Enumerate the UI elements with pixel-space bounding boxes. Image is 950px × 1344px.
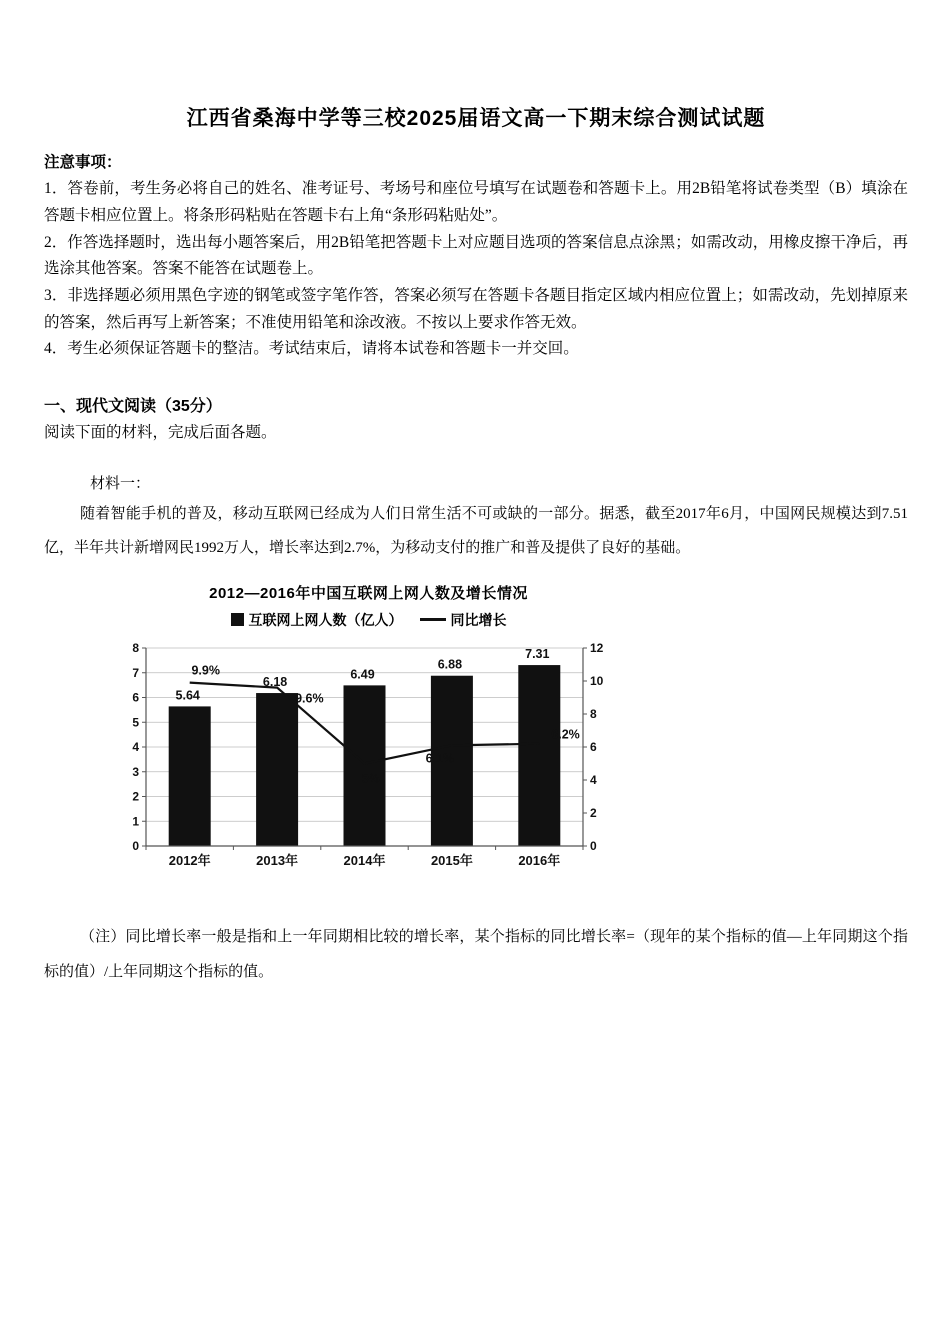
material-paragraph: 随着智能手机的普及，移动互联网已经成为人们日常生活不可或缺的一部分。据悉，截至2017年6月，中国网民规模达到7.51亿，半年共计新增网民1992万人，增长率达到2.7%，为移动支付的推广和普及提供了良好的基础。 [44, 505, 908, 557]
svg-text:8: 8 [590, 706, 597, 721]
svg-text:6.1%: 6.1% [425, 751, 455, 766]
svg-text:10: 10 [590, 673, 604, 688]
svg-text:0: 0 [590, 838, 597, 853]
svg-text:2012年: 2012年 [168, 852, 211, 868]
line-legend-label: 同比增长 [450, 611, 507, 628]
notice-item-4: 4．考生必须保证答题卡的整洁。考试结束后，请将本试卷和答题卡一并交回。 [44, 340, 579, 358]
chart-title: 2012—2016年中国互联网上网人数及增长情况 [209, 584, 528, 602]
svg-text:2013年: 2013年 [256, 852, 299, 868]
page-title: 江西省桑海中学等三校2025届语文高一下期末综合测试试题 [186, 107, 766, 130]
svg-text:6.49: 6.49 [350, 667, 375, 682]
svg-text:0: 0 [132, 838, 139, 853]
svg-text:2014年: 2014年 [343, 852, 386, 868]
notice-item-2: 2．作答选择题时，选出每小题答案后，用2B铅笔把答题卡上对应题目选项的答案信息点涂黑；如需改动，用橡皮擦干净后，再选涂其他答案。答案不能答在试题卷上。 [44, 233, 908, 278]
svg-text:6.88: 6.88 [437, 657, 463, 672]
svg-text:6.2%: 6.2% [551, 727, 580, 742]
svg-text:4: 4 [590, 772, 597, 787]
svg-text:8: 8 [132, 640, 139, 655]
svg-text:9.6%: 9.6% [295, 691, 324, 706]
chart-note: （注）同比增长率一般是指和上一年同期相比较的增长率，某个指标的同比增长率=（现年的某个指标的值—上年同期这个指标的值）/上年同期这个指标的值。 [44, 928, 908, 981]
svg-text:1: 1 [132, 814, 139, 829]
svg-text:6.18: 6.18 [262, 674, 288, 689]
svg-text:4: 4 [132, 739, 139, 754]
bar-legend-swatch-icon [231, 613, 244, 626]
svg-text:12: 12 [590, 640, 604, 655]
svg-text:6: 6 [132, 690, 139, 705]
svg-text:2016年: 2016年 [518, 852, 561, 868]
notice-heading: 注意事项： [44, 154, 122, 171]
svg-text:9.9%: 9.9% [191, 663, 220, 678]
section-intro: 阅读下面的材料，完成后面各题。 [44, 423, 277, 441]
bar-legend-label: 互联网上网人数（亿人） [248, 611, 403, 628]
chart-legend [116, 610, 621, 630]
svg-text:2: 2 [590, 805, 597, 820]
growth-chart [116, 582, 621, 878]
svg-text:3: 3 [132, 764, 139, 779]
growth-chart-plot [116, 636, 621, 878]
notice-item-1: 1．答卷前，考生务必将自己的姓名、准考证号、考场号和座位号填写在试题卷和答题卡上。用2B铅笔将试卷类型（B）填涂在答题卡相应位置上。将条形码粘贴在答题卡右上角“条形码粘贴处”。 [44, 180, 908, 224]
section-heading: 一、现代文阅读（35分） [44, 397, 222, 415]
svg-text:5.64: 5.64 [175, 688, 200, 703]
svg-text:2: 2 [132, 789, 139, 804]
line-legend-swatch-icon [420, 618, 446, 621]
svg-text:5: 5 [132, 715, 139, 730]
svg-text:7: 7 [132, 665, 139, 680]
material-label: 材料一： [90, 475, 151, 492]
svg-text:6: 6 [590, 739, 597, 754]
svg-text:2015年: 2015年 [430, 852, 473, 868]
svg-text:5%: 5% [361, 771, 380, 786]
svg-text:7.31: 7.31 [525, 647, 550, 662]
notice-section [44, 150, 908, 363]
notice-item-3: 3．非选择题必须用黑色字迹的钢笔或签字笔作答，答案必须写在答题卡各题目指定区域内相应位置上；如需改动，先划掉原来的答案，然后再写上新答案；不准使用铅笔和涂改液。不按以上要求作答无效。 [44, 286, 908, 331]
